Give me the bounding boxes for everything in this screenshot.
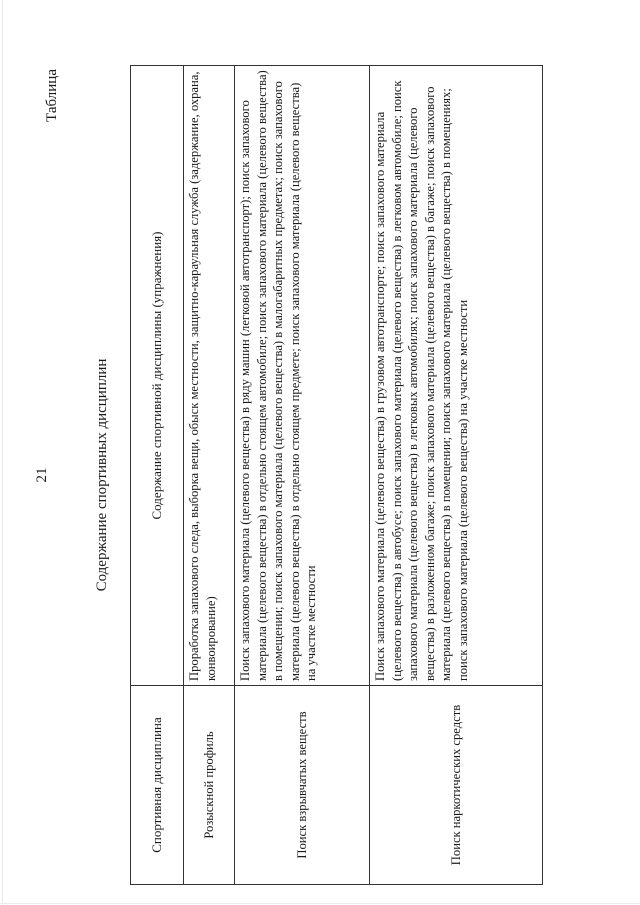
- discipline-cell: Розыскной профиль: [184, 686, 235, 885]
- header-content: Содержание спортивной дисциплины (упражнения): [131, 66, 184, 686]
- table-row: [370, 66, 543, 885]
- header-discipline: Спортивная дисциплина: [131, 686, 184, 885]
- table-header-row: [131, 66, 184, 885]
- scan-edge-left: [2, 0, 3, 905]
- content-cell: Проработка запахового следа, выборка вещи, обыск местности, защитно-караульная служба (задержание, охрана, конвоирование): [184, 66, 235, 686]
- scan-edge-bottom: [0, 903, 640, 904]
- table-caption: Таблица: [44, 69, 60, 122]
- content-cell: Поиск запахового материала (целевого вещества) в ряду машин (легковой автотранспорт); поиск запахового материала (целевого вещества) в отдельно стоящем автомобиле; поиск запахового материала (целевого вещества) в помещении; поиск запахового материала (целевого вещества) в малогабаритных предметах; поиск запахового материала (целевого вещества) в отдельно стоящем предмете; поиск запахового материала (целевого вещества) на участке местности: [235, 66, 370, 686]
- table-row: [184, 66, 235, 885]
- table-title: Содержание спортивных дисциплин: [94, 358, 110, 592]
- discipline-cell: Поиск взрывчатых веществ: [235, 686, 370, 885]
- page-number: 21: [34, 467, 50, 483]
- rotated-page-content: [34, 65, 620, 885]
- content-cell: Поиск запахового материала (целевого вещества) в грузовом автотранспорте; поиск запахового материала (целевого вещества) в автобусе; поиск запахового материала (целевого вещества) в легковом автомобиле; поиск запахового материала (целевого вещества) в легковых автомобилях; поиск запахового материала (целевого вещества) в разложенном багаже; поиск запахового материала (целевого вещества) в багаже; поиск запахового материала (целевого вещества) в помещении; поиск запахового материала (целевого вещества) в помещениях; поиск запахового материала (целевого вещества) на участке местности: [370, 66, 543, 686]
- table-row: [235, 66, 370, 885]
- discipline-cell: Поиск наркотических средств: [370, 686, 543, 885]
- disciplines-table: [130, 65, 543, 885]
